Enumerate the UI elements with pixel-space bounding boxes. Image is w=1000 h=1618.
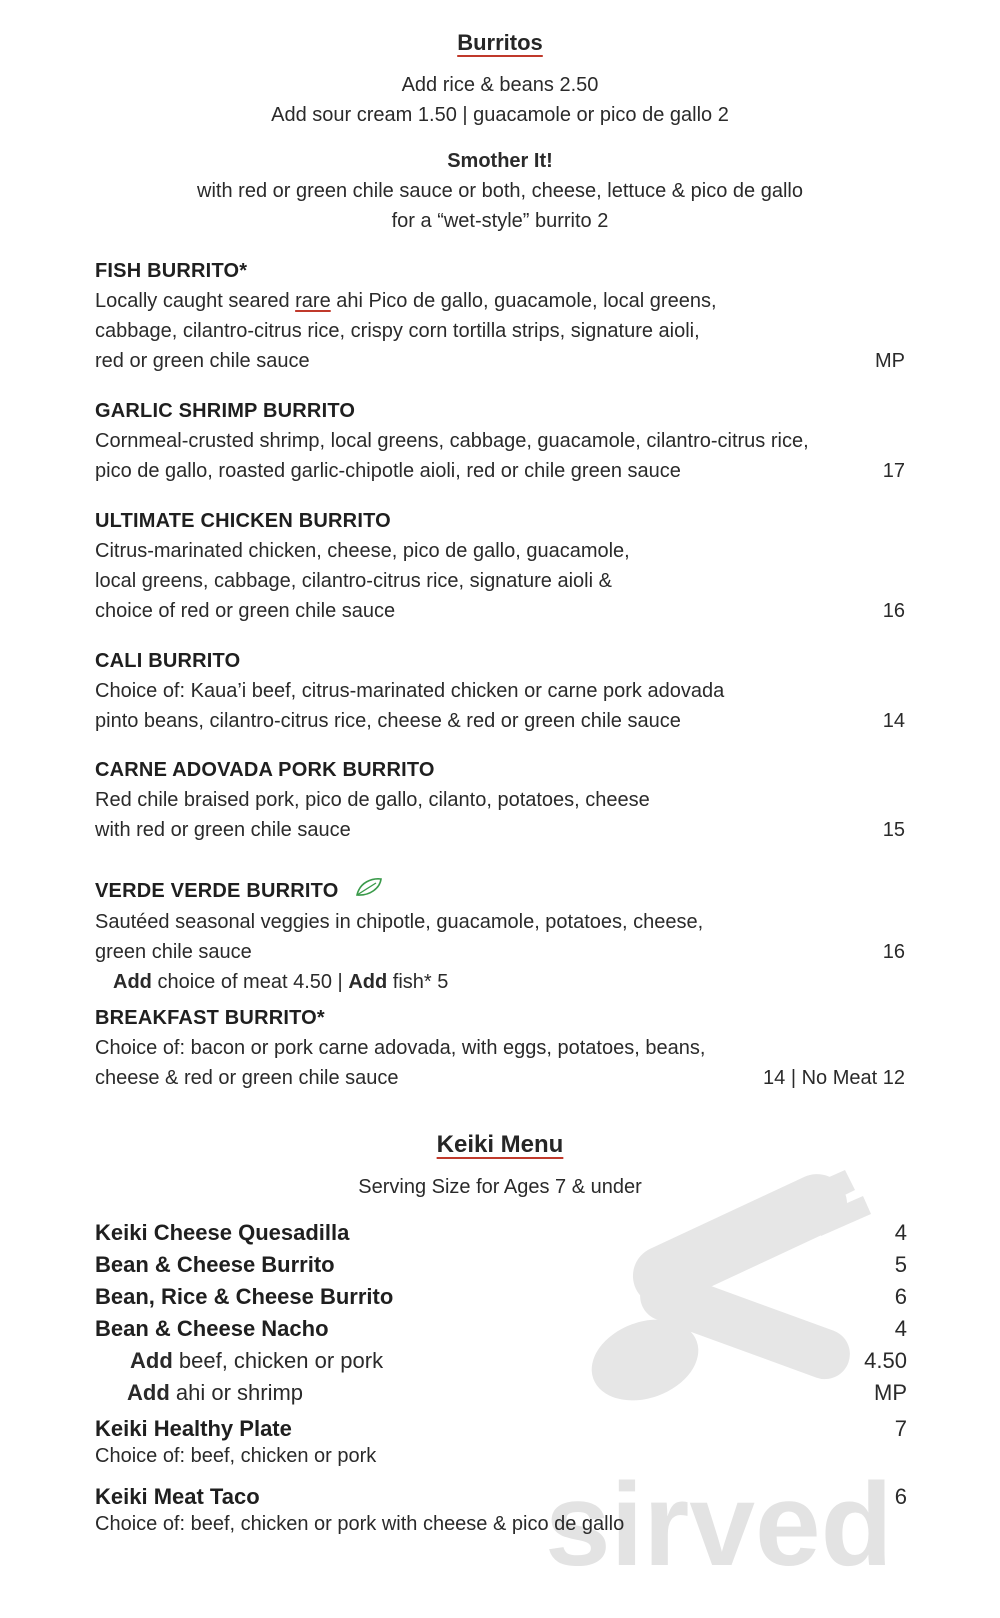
burritos-add-line-2: Add sour cream 1.50 | guacamole or pico de gallo 2 bbox=[271, 104, 729, 126]
desc-text: Locally caught seared bbox=[95, 290, 296, 312]
keiki-item bbox=[95, 1218, 907, 1248]
item-price: 14 bbox=[882, 710, 905, 732]
item-description-line: Choice of: bacon or pork carne adovada, with eggs, potatoes, beans, bbox=[95, 1037, 706, 1059]
burritos-title: Burritos bbox=[457, 30, 543, 55]
desc-text: ahi Pico de gallo, guacamole, local greens, bbox=[330, 290, 717, 312]
item-name: FISH BURRITO* bbox=[95, 260, 248, 282]
keiki-item-price: 4 bbox=[894, 1316, 907, 1341]
keiki-item-price: 5 bbox=[894, 1252, 907, 1277]
add-label: Add bbox=[127, 1380, 170, 1405]
item-price: 14 | No Meat 12 bbox=[763, 1067, 905, 1089]
item-description-line: Red chile braised pork, pico de gallo, cilanto, potatoes, cheese bbox=[95, 789, 650, 811]
item-name: CALI BURRITO bbox=[95, 650, 241, 672]
item-description-line: Citrus-marinated chicken, cheese, pico de gallo, guacamole, bbox=[95, 540, 630, 562]
menu-item-fish-burrito bbox=[95, 256, 905, 376]
item-description-line: Sautéed seasonal veggies in chipotle, guacamole, potatoes, cheese, bbox=[95, 911, 704, 934]
desc-text: pinto beans, cilantro-citrus rice, cheese & red or green chile sauce bbox=[95, 710, 681, 732]
keiki-item bbox=[95, 1250, 907, 1280]
addon-text: fish* 5 bbox=[387, 971, 449, 994]
desc-text: cheese & red or green chile sauce bbox=[95, 1067, 399, 1089]
addon-text: beef, chicken or pork bbox=[172, 1348, 384, 1373]
menu-item-carne-adovada-pork-burrito bbox=[95, 755, 905, 845]
keiki-item-name: Bean & Cheese Nacho bbox=[95, 1316, 329, 1341]
keiki-item-price: 4 bbox=[894, 1220, 907, 1245]
vegetarian-leaf-icon bbox=[354, 876, 384, 907]
item-price: 16 bbox=[882, 941, 905, 964]
item-description-line bbox=[95, 596, 905, 626]
item-description-line: cabbage, cilantro-citrus rice, crispy corn tortilla strips, signature aioli, bbox=[95, 320, 700, 342]
keiki-addon bbox=[127, 1378, 907, 1408]
addon-price: 4.50 bbox=[864, 1348, 907, 1373]
keiki-item-price: 6 bbox=[894, 1484, 907, 1509]
item-description-line bbox=[95, 286, 905, 316]
keiki-item-name: Keiki Cheese Quesadilla bbox=[95, 1220, 350, 1245]
keiki-item-price: 6 bbox=[894, 1284, 907, 1309]
keiki-item-name: Bean, Rice & Cheese Burrito bbox=[95, 1284, 394, 1309]
keiki-item-description: Choice of: beef, chicken or pork with cheese & pico de gallo bbox=[95, 1513, 625, 1535]
smother-line-2: for a “wet-style” burrito 2 bbox=[391, 210, 609, 232]
item-name: GARLIC SHRIMP BURRITO bbox=[95, 400, 356, 422]
addon-text: ahi or shrimp bbox=[169, 1380, 304, 1405]
keiki-item-price: 7 bbox=[894, 1416, 907, 1441]
item-addon-line bbox=[95, 967, 905, 997]
keiki-item-description: Choice of: beef, chicken or pork bbox=[95, 1445, 377, 1467]
desc-text: with red or green chile sauce bbox=[95, 819, 351, 841]
menu-item-verde-verde-burrito bbox=[95, 876, 905, 997]
watermark-text: sirved bbox=[545, 1459, 893, 1590]
item-name: ULTIMATE CHICKEN BURRITO bbox=[95, 510, 391, 532]
add-label: Add bbox=[130, 1348, 173, 1373]
keiki-item-healthy-plate bbox=[95, 1414, 907, 1444]
burritos-add-line-1: Add rice & beans 2.50 bbox=[401, 74, 599, 96]
item-description-line: Cornmeal-crusted shrimp, local greens, cabbage, guacamole, cilantro-citrus rice, bbox=[95, 430, 809, 452]
item-price: 16 bbox=[882, 600, 905, 622]
item-price: MP bbox=[875, 350, 905, 372]
item-price: 17 bbox=[882, 460, 905, 482]
item-name: CARNE ADOVADA PORK BURRITO bbox=[95, 759, 435, 781]
item-description-line bbox=[95, 815, 905, 845]
menu-item-breakfast-burrito bbox=[95, 1003, 905, 1093]
menu-item-garlic-shrimp-burrito bbox=[95, 396, 905, 486]
desc-text: red or green chile sauce bbox=[95, 350, 310, 372]
add-label: Add bbox=[348, 971, 388, 994]
desc-underlined-text: rare bbox=[295, 290, 331, 312]
desc-text: choice of red or green chile sauce bbox=[95, 600, 396, 622]
smother-title: Smother It! bbox=[447, 150, 553, 172]
item-name: VERDE VERDE BURRITO bbox=[95, 880, 339, 902]
item-name: BREAKFAST BURRITO* bbox=[95, 1007, 325, 1029]
addon-price: MP bbox=[874, 1380, 907, 1405]
item-description-line bbox=[95, 706, 905, 736]
add-label: Add bbox=[113, 971, 152, 994]
item-description-line bbox=[95, 456, 905, 486]
keiki-subtitle: Serving Size for Ages 7 & under bbox=[358, 1176, 642, 1198]
keiki-item-meat-taco bbox=[95, 1482, 907, 1512]
keiki-item bbox=[95, 1314, 907, 1344]
item-description-line: Choice of: Kaua’i beef, citrus-marinated chicken or carne pork adovada bbox=[95, 680, 725, 702]
smother-line-1: with red or green chile sauce or both, cheese, lettuce & pico de gallo bbox=[197, 180, 803, 202]
item-description-line bbox=[95, 1063, 905, 1093]
desc-text: green chile sauce bbox=[95, 941, 252, 964]
item-description-line: local greens, cabbage, cilantro-citrus rice, signature aioli & bbox=[95, 570, 612, 592]
item-description-line bbox=[95, 937, 905, 967]
keiki-item-name: Bean & Cheese Burrito bbox=[95, 1252, 335, 1277]
menu-item-cali-burrito bbox=[95, 646, 905, 736]
desc-text: pico de gallo, roasted garlic-chipotle aioli, red or chile green sauce bbox=[95, 460, 681, 482]
keiki-item bbox=[95, 1282, 907, 1312]
keiki-title: Keiki Menu bbox=[436, 1131, 564, 1158]
item-description-line bbox=[95, 346, 905, 376]
item-name-row bbox=[95, 876, 905, 907]
menu-item-ultimate-chicken-burrito bbox=[95, 506, 905, 626]
keiki-addon bbox=[130, 1346, 907, 1376]
keiki-item-name: Keiki Meat Taco bbox=[95, 1484, 260, 1509]
item-price: 15 bbox=[882, 819, 905, 841]
addon-text: choice of meat 4.50 | bbox=[151, 971, 349, 994]
keiki-item-name: Keiki Healthy Plate bbox=[95, 1416, 292, 1441]
